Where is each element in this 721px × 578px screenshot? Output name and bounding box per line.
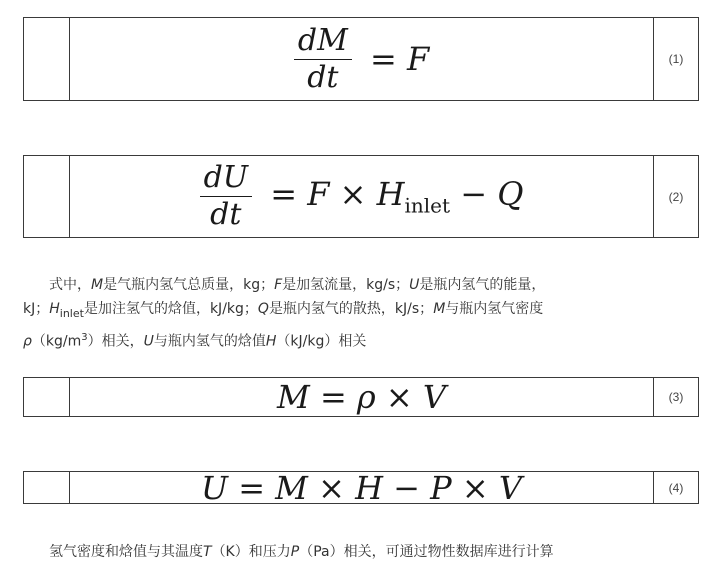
text-run: （kg/m xyxy=(31,333,82,350)
equation-3-left-cell xyxy=(24,378,70,416)
symbol-rho: ρ xyxy=(23,333,32,350)
equation-1-numerator: dM xyxy=(297,22,348,58)
text-run: ）相关， xyxy=(87,333,144,350)
equation-4-left-cell xyxy=(24,472,70,503)
equation-1-left-cell xyxy=(24,18,70,100)
paragraph-1 xyxy=(23,273,703,353)
text-run: 与瓶内氢气密度 xyxy=(445,301,544,317)
equation-1-number: (1) xyxy=(653,18,698,100)
equation-1-rhs: = F xyxy=(359,40,430,78)
text-run: 是瓶内氢气的散热，kJ/s； xyxy=(268,301,434,317)
equation-2-numerator: dU xyxy=(203,160,249,195)
text-run: 是加氢流量，kg/s； xyxy=(282,277,410,293)
equation-2-denominator: dt xyxy=(210,197,242,232)
text-run: （Pa）相关，可通过物性数据库进行计算 xyxy=(299,544,554,560)
text-run: 是加注氢气的焓值，kJ/kg； xyxy=(83,301,258,317)
equation-2-fraction xyxy=(200,160,253,233)
symbol-H: H xyxy=(265,333,277,350)
equation-2-subscript: inlet xyxy=(404,193,451,218)
symbol-U: U xyxy=(143,333,154,350)
paragraph-1-line-3 xyxy=(23,326,703,354)
equation-2-body xyxy=(70,156,653,237)
equation-2-rhs xyxy=(260,175,523,217)
text-run: kJ； xyxy=(23,301,50,317)
equation-1 xyxy=(23,17,699,101)
equation-4-text: U = M × H − P × V xyxy=(201,468,522,507)
symbol-P: P xyxy=(290,544,300,560)
text-run: 式中， xyxy=(49,277,91,293)
symbol-U: U xyxy=(409,277,420,293)
text-run: 与瓶内氢气的焓值 xyxy=(153,333,266,350)
equation-2-number: (2) xyxy=(653,156,698,237)
text-run: （K）和压力 xyxy=(211,544,291,560)
equation-4-number: (4) xyxy=(653,472,698,503)
symbol-H-subscript: inlet xyxy=(59,306,84,320)
symbol-T: T xyxy=(203,544,212,560)
equation-3-text: M = ρ × V xyxy=(277,378,446,416)
equation-4-body xyxy=(70,468,653,507)
text-run: 是瓶内氢气的能量， xyxy=(419,277,546,293)
equation-2-rhs-tail: − Q xyxy=(450,175,524,214)
paragraph-1-line-2 xyxy=(23,297,703,326)
text-run: 氢气密度和焓值与其温度 xyxy=(49,544,203,560)
paragraph-2 xyxy=(23,540,721,564)
paragraph-1-line-1 xyxy=(23,273,703,297)
equation-1-denominator: dt xyxy=(307,59,339,95)
equation-2-rhs-main: = F × H xyxy=(260,175,405,214)
superscript-3: 3 xyxy=(81,331,88,343)
text-run: 是气瓶内氢气总质量，kg； xyxy=(103,277,275,293)
equation-4 xyxy=(23,468,699,507)
equation-1-fraction xyxy=(294,23,352,96)
equation-2 xyxy=(23,155,699,238)
equation-2-left-cell xyxy=(24,156,70,237)
symbol-M: M xyxy=(91,277,104,293)
symbol-F: F xyxy=(274,277,283,293)
equation-1-body xyxy=(70,18,653,100)
symbol-Q: Q xyxy=(257,301,269,317)
equation-3 xyxy=(23,377,699,417)
equation-3-number: (3) xyxy=(653,378,698,416)
equation-3-body xyxy=(70,378,653,416)
symbol-M: M xyxy=(433,301,446,317)
symbol-H: H xyxy=(49,301,60,317)
text-run: （kJ/kg）相关 xyxy=(276,333,367,350)
